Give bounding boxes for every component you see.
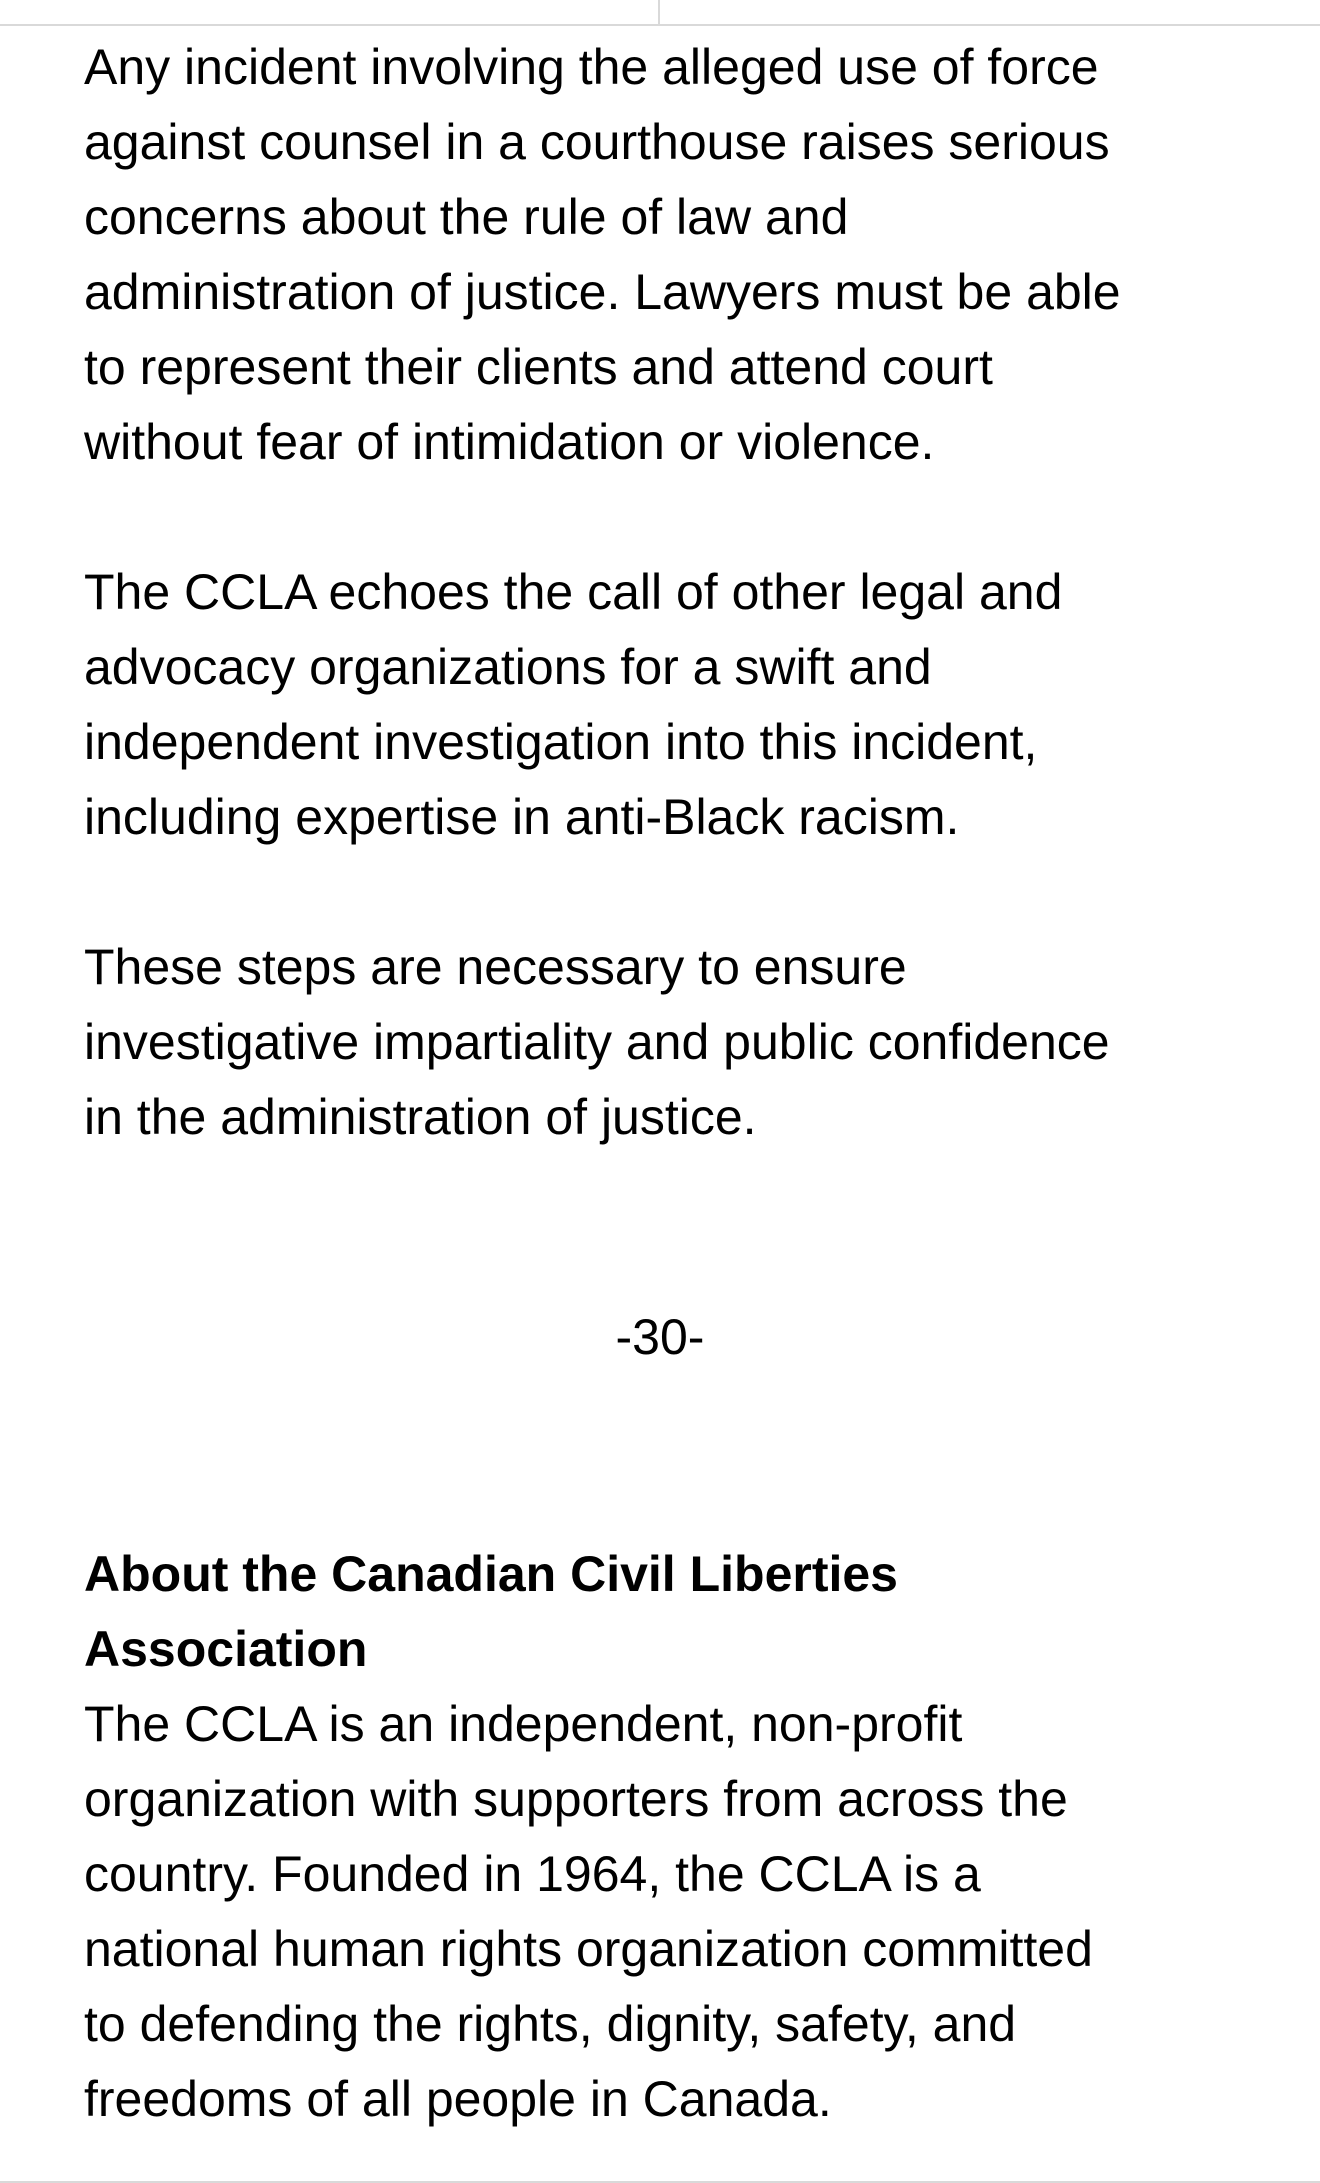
text-line: independent investigation into this incident, [84, 714, 1038, 770]
about-body [84, 1687, 1244, 2137]
paragraph-public-confidence [84, 930, 1244, 1155]
text-line: including expertise in anti-Black racism. [84, 789, 960, 845]
top-column-divider [658, 0, 660, 25]
text-line: freedoms of all people in Canada. [84, 2071, 832, 2127]
text-line: administration of justice. Lawyers must be able [84, 264, 1121, 320]
text-line: in the administration of justice. [84, 1089, 757, 1145]
paragraph-use-of-force [84, 30, 1244, 480]
text-line: national human rights organization committed [84, 1921, 1093, 1977]
heading-line: About the Canadian Civil Liberties [84, 1546, 898, 1602]
text-line: advocacy organizations for a swift and [84, 639, 932, 695]
paragraph-call-for-investigation [84, 555, 1244, 855]
text-line: against counsel in a courthouse raises serious [84, 114, 1110, 170]
about-heading [84, 1537, 1244, 1687]
text-line: These steps are necessary to ensure [84, 939, 907, 995]
text-line: Any incident involving the alleged use of force [84, 39, 1099, 95]
text-line: to defending the rights, dignity, safety, and [84, 1996, 1017, 2052]
text-line: organization with supporters from across the [84, 1771, 1068, 1827]
text-line: country. Founded in 1964, the CCLA is a [84, 1846, 981, 1902]
text-line: The CCLA is an independent, non-profit [84, 1696, 963, 1752]
top-divider-line [0, 24, 1320, 26]
heading-line: Association [84, 1621, 368, 1677]
text-line: The CCLA echoes the call of other legal and [84, 564, 1063, 620]
text-line: investigative impartiality and public confidence [84, 1014, 1110, 1070]
text-line: to represent their clients and attend court [84, 339, 993, 395]
press-release-body [84, 30, 1244, 2137]
text-line: without fear of intimidation or violence. [84, 414, 935, 470]
end-marker: -30- [615, 1309, 705, 1365]
text-line: concerns about the rule of law and [84, 189, 849, 245]
